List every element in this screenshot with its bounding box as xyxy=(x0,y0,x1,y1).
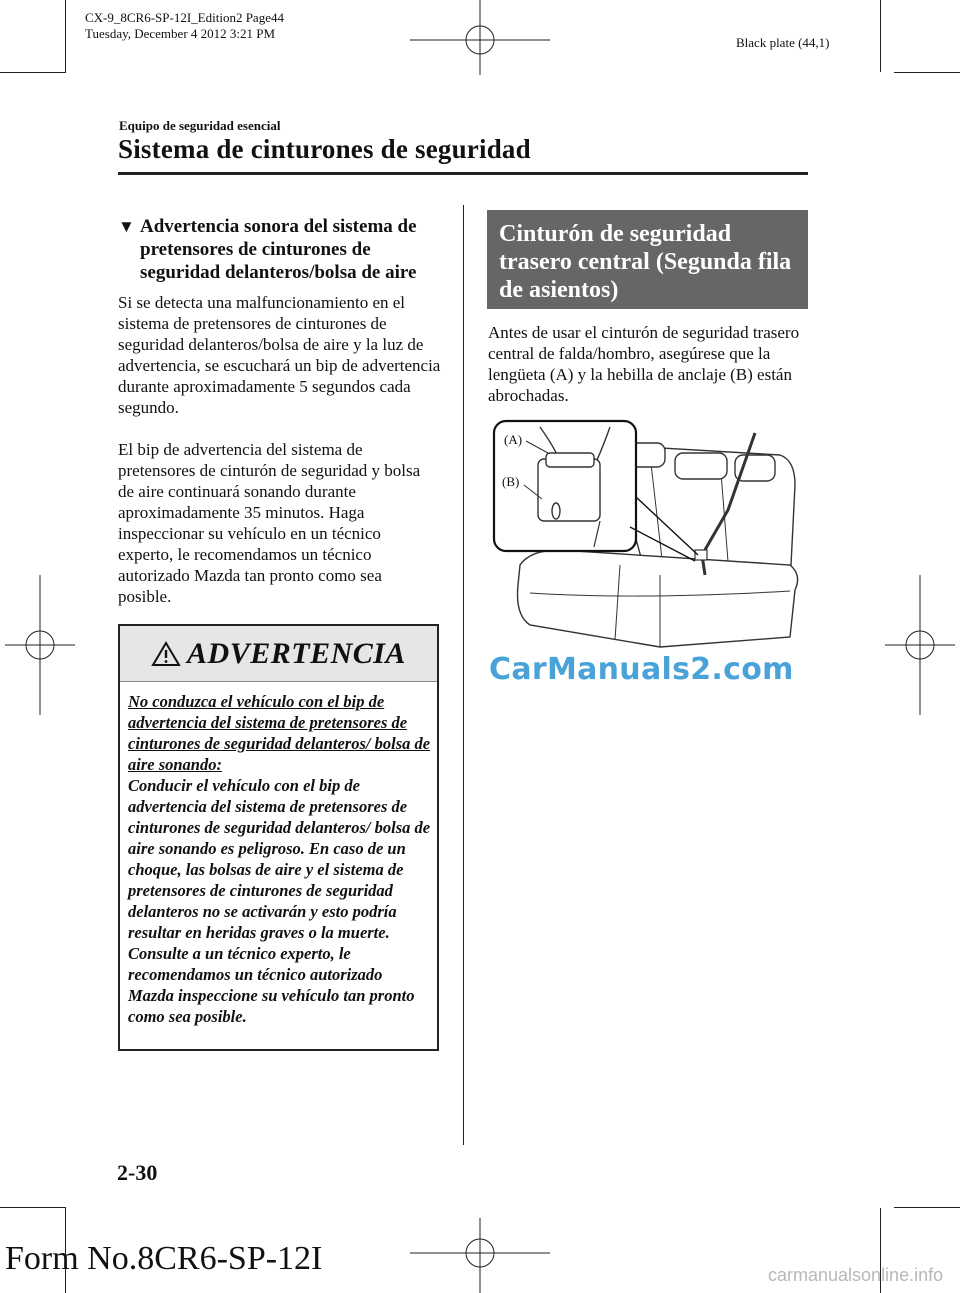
column-divider xyxy=(463,205,464,1145)
rear-belt-heading: Cinturón de seguridad trasero central (Segunda fila de asientos) xyxy=(487,210,808,309)
seat-illustration xyxy=(490,415,810,650)
title-rule xyxy=(118,172,808,175)
print-job-line1: CX-9_8CR6-SP-12I_Edition2 Page44 xyxy=(85,10,284,25)
page-number: 2-30 xyxy=(117,1160,158,1185)
triangle-marker-icon: ▼ xyxy=(118,217,135,236)
registration-mark-top xyxy=(410,0,550,80)
watermark-logo: CarManuals2.com xyxy=(489,652,794,687)
paragraph-2: El bip de advertencia del sistema de pretensores de cinturón de seguridad y bolsa de aire continuará sonando durante aproximadamente 35 minutos. Haga inspeccionar su vehículo en un técnico experto, le recomendamos un técnico autorizado Mazda tan pronto como sea posible. xyxy=(118,440,421,606)
warning-box xyxy=(118,624,439,1051)
registration-mark-bottom xyxy=(410,1213,550,1293)
subsection-title: Advertencia sonora del sistema de pretensores de cinturones de seguridad delanteros/bolsa de aire xyxy=(140,216,417,283)
crop-mark xyxy=(894,72,960,73)
crop-mark xyxy=(0,72,66,73)
registration-mark-right xyxy=(880,575,960,715)
page-title: Sistema de cinturones de seguridad xyxy=(118,134,531,164)
paragraph-1: Si se detecta una malfuncionamiento en el sistema de pretensores de cinturones de seguridad delanteros/bolsa de aire y la luz de advertencia, se escuchará un bip de advertencia durante aproximadamente 5 segundos cada segundo. xyxy=(118,293,441,417)
warning-underlined-text: No conduzca el vehículo con el bip de advertencia del sistema de pretensores de cinturones de seguridad delanteros/ bolsa de aire sonando: xyxy=(128,692,431,774)
warning-title: ADVERTENCIA xyxy=(187,636,406,670)
plate-info: Black plate (44,1) xyxy=(736,35,830,50)
rear-belt-paragraph: Antes de usar el cinturón de seguridad trasero central de falda/hombro, asegúrese que la lengüeta (A) y la hebilla de anclaje (B) están abrochadas. xyxy=(488,323,800,405)
crop-mark xyxy=(880,0,881,72)
subsection-heading xyxy=(118,215,448,284)
print-job-line2: Tuesday, December 4 2012 3:21 PM xyxy=(85,26,276,41)
crop-mark xyxy=(65,0,66,72)
label-a: (A) xyxy=(504,432,523,447)
section-label: Equipo de seguridad esencial xyxy=(119,118,281,133)
warning-detail-text: Conducir el vehículo con el bip de advertencia del sistema de pretensores de cinturones de seguridad delanteros/ bolsa de aire sonando es peligroso. En caso de un choque, las bolsas de aire y el sistema de pretensores de cinturones de seguridad delanteros no se activarán y esto podría resultar en heridas graves o la muerte. Consulte a un técnico experto, le recomendamos un técnico autorizado Mazda inspeccione su vehículo tan pronto como sea posible. xyxy=(128,776,431,1026)
crop-mark xyxy=(894,1207,960,1208)
registration-mark-left xyxy=(0,575,80,715)
warning-body xyxy=(120,682,437,1027)
warning-header xyxy=(120,626,437,682)
label-b: (B) xyxy=(502,474,520,489)
form-number: Form No.8CR6-SP-12I xyxy=(5,1240,323,1277)
footer-watermark: carmanualsonline.info xyxy=(768,1265,944,1285)
warning-triangle-icon xyxy=(151,641,181,667)
print-job-info xyxy=(85,10,405,42)
crop-mark xyxy=(0,1207,66,1208)
